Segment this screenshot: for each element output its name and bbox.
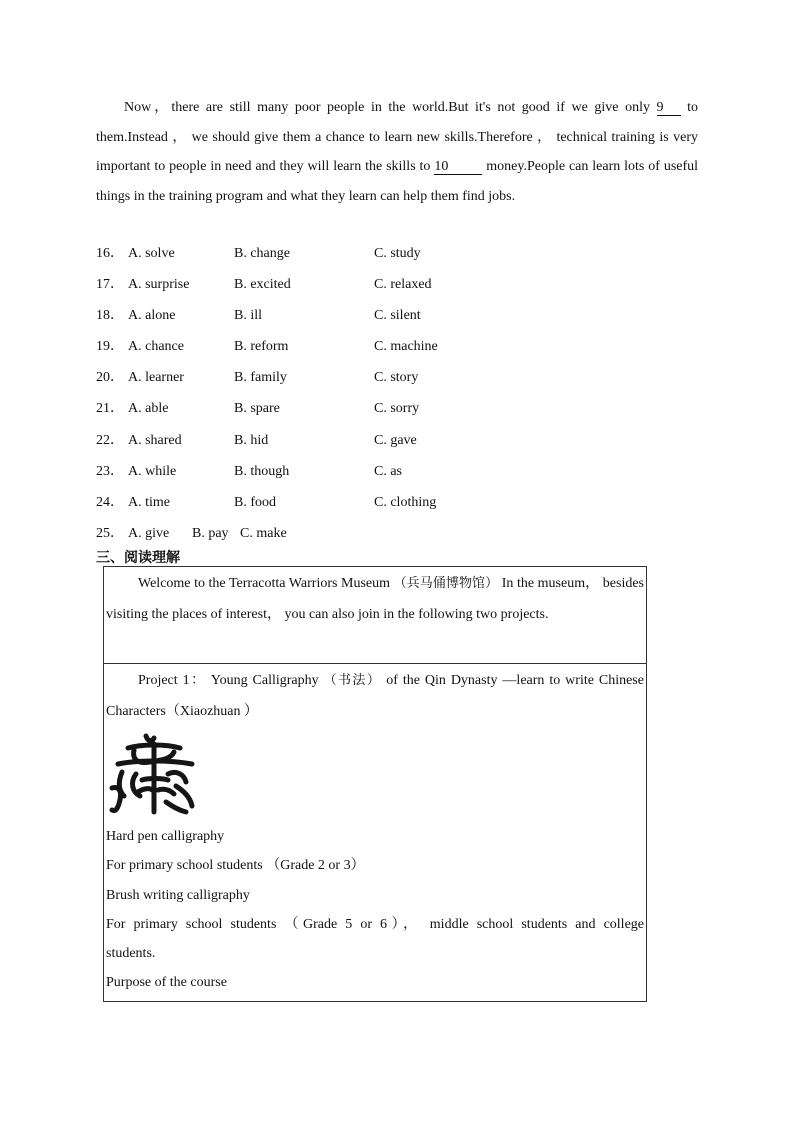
option-b: B. change bbox=[234, 246, 290, 261]
cloze-passage bbox=[96, 93, 698, 211]
question-number: 17． bbox=[96, 277, 124, 293]
question-number: 23． bbox=[96, 463, 124, 479]
option-a: A. shared bbox=[128, 432, 182, 448]
detail-line: Purpose of the course bbox=[106, 975, 227, 991]
intro-cell bbox=[104, 567, 646, 664]
option-c: C. relaxed bbox=[374, 277, 432, 293]
option-c: C. story bbox=[374, 370, 419, 386]
option-b: B. reform bbox=[234, 339, 289, 355]
option-c: C. as bbox=[374, 463, 402, 479]
project1-post: of the Qin Dynasty —learn to write Chinese Characters（Xiaozhuan ） bbox=[106, 673, 644, 719]
detail-line: students. bbox=[106, 946, 156, 962]
option-b: B. though bbox=[234, 463, 290, 479]
detail-line: Hard pen calligraphy bbox=[106, 829, 225, 844]
question-number: 19． bbox=[96, 339, 124, 355]
question-number: 24． bbox=[96, 494, 124, 510]
seal-script-character-image bbox=[108, 730, 198, 816]
detail-line: For primary school students （Grade 5 or 6）， middle school students and college bbox=[106, 916, 644, 932]
passage-text-3: money.People can learn lots of useful things in the training program and what they learn can help them find jobs. bbox=[96, 159, 699, 204]
option-a: A. surprise bbox=[128, 277, 190, 293]
option-c: C. sorry bbox=[374, 401, 420, 417]
option-c: C. silent bbox=[374, 308, 421, 324]
option-b: B. excited bbox=[234, 277, 291, 293]
question-number: 18． bbox=[96, 308, 124, 324]
option-c: C. study bbox=[374, 246, 421, 261]
option-c: C. make bbox=[240, 525, 287, 541]
option-b: B. pay bbox=[192, 525, 229, 541]
blank-9: 9 bbox=[657, 101, 681, 116]
option-a: A. while bbox=[128, 463, 177, 479]
question-number: 16． bbox=[96, 246, 124, 261]
project1-details bbox=[106, 822, 644, 998]
option-b: B. family bbox=[234, 370, 287, 386]
option-b: B. food bbox=[234, 494, 276, 510]
project1-pre: Project 1： Young Calligraphy bbox=[138, 673, 319, 688]
question-number: 21． bbox=[96, 401, 124, 417]
option-a: A. time bbox=[128, 494, 170, 510]
passage-text-2: to them.Instead ， we should give them a chance to learn new skills.Therefore ， technical training is very important to people in need and they will learn the skills to bbox=[96, 100, 699, 174]
question-number: 22． bbox=[96, 432, 124, 448]
passage-text-1: Now，there are still many poor people in the world.But it's not good if we give only bbox=[124, 100, 650, 115]
option-c: C. machine bbox=[374, 339, 438, 355]
option-c: C. gave bbox=[374, 432, 417, 448]
section-heading: 三、阅读理解 bbox=[96, 550, 180, 566]
question-number: 20． bbox=[96, 370, 124, 386]
question-number: 25． bbox=[96, 525, 124, 541]
option-a: A. chance bbox=[128, 339, 184, 355]
intro-cn: （兵马俑博物馆） bbox=[393, 576, 499, 591]
option-c: C. clothing bbox=[374, 494, 437, 510]
option-a: A. solve bbox=[128, 246, 175, 261]
intro-pre: Welcome to the Terracotta Warriors Museum bbox=[138, 576, 391, 591]
option-a: A. learner bbox=[128, 370, 184, 386]
reading-table bbox=[103, 566, 647, 1002]
project-cell bbox=[104, 664, 646, 1001]
intro-post: In the museum， besides visiting the places of interest， you can also join in the following two projects. bbox=[106, 576, 645, 622]
detail-line: For primary school students （Grade 2 or 3） bbox=[106, 858, 365, 874]
option-b: B. ill bbox=[234, 308, 263, 324]
option-b: B. hid bbox=[234, 432, 269, 448]
project1-heading bbox=[106, 666, 644, 727]
option-a: A. give bbox=[128, 525, 170, 541]
blank-10: 10 bbox=[434, 160, 482, 175]
option-a: A. alone bbox=[128, 308, 176, 324]
option-a: A. able bbox=[128, 401, 169, 417]
project1-cn: （书法） bbox=[323, 673, 382, 688]
option-b: B. spare bbox=[234, 401, 280, 417]
intro-text bbox=[106, 569, 644, 630]
detail-line: Brush writing calligraphy bbox=[106, 887, 250, 903]
